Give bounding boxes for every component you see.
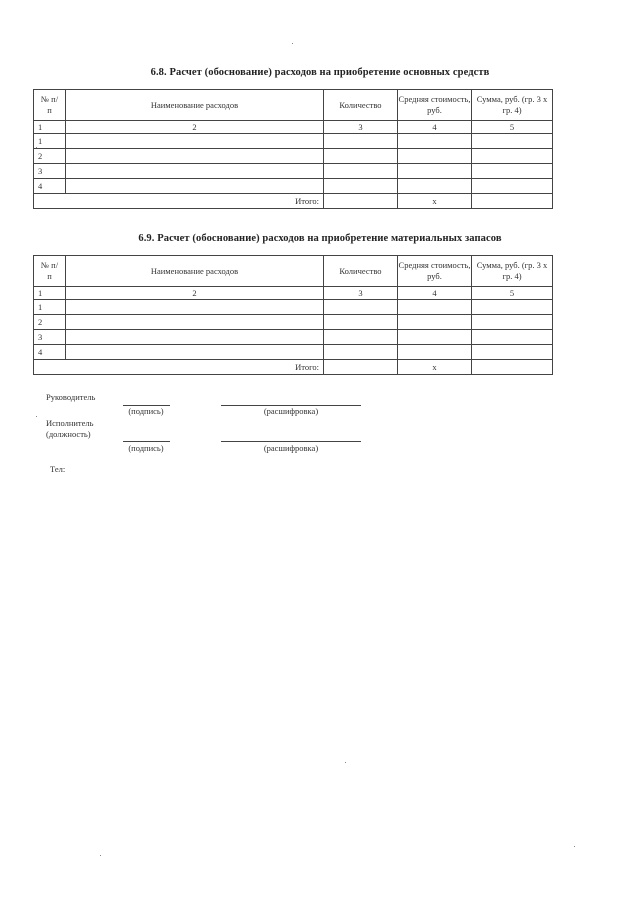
cell-quantity: [324, 164, 398, 179]
executor-signature-line: [123, 441, 170, 442]
cell-quantity: [324, 179, 398, 194]
section-68-title: 6.8. Расчет (обоснование) расходов на приобретение основных средств: [150, 67, 490, 78]
cell-name: [66, 149, 324, 164]
scan-speck: [574, 846, 575, 847]
table-row: [34, 164, 553, 179]
fixed-assets-table: [33, 89, 553, 209]
head-label: Руководитель: [46, 392, 96, 402]
cell-quantity: [324, 300, 398, 315]
cell-quantity: [324, 330, 398, 345]
column-number: 4: [398, 121, 472, 134]
column-number: 2: [66, 121, 324, 134]
cell-avg-cost: [398, 345, 472, 360]
total-label: Итого:: [34, 360, 324, 375]
total-sum: [472, 194, 553, 209]
cell-quantity: [324, 345, 398, 360]
row-number: 2: [34, 315, 66, 330]
col-header-name: Наименование расходов: [66, 256, 324, 287]
cell-name: [66, 315, 324, 330]
row-number: 3: [34, 164, 66, 179]
column-number: 3: [324, 287, 398, 300]
scan-speck: [36, 416, 37, 417]
total-mark: х: [398, 194, 472, 209]
total-label: Итого:: [34, 194, 324, 209]
executor-signature-caption: (подпись): [128, 443, 164, 453]
table-row: [34, 330, 553, 345]
column-number: 3: [324, 121, 398, 134]
column-number: 1: [34, 121, 66, 134]
phone-label: Тел:: [50, 464, 66, 474]
cell-avg-cost: [398, 134, 472, 149]
cell-sum: [472, 164, 553, 179]
cell-avg-cost: [398, 164, 472, 179]
column-numbers-row: [34, 287, 553, 300]
col-header-number: № п/п: [34, 90, 66, 121]
table-row: [34, 315, 553, 330]
cell-name: [66, 179, 324, 194]
cell-sum: [472, 315, 553, 330]
section-69-title: 6.9. Расчет (обоснование) расходов на приобретение материальных запасов: [138, 233, 502, 244]
head-signature-caption: (подпись): [128, 406, 164, 416]
total-row: [34, 360, 553, 375]
column-number: 5: [472, 121, 553, 134]
cell-name: [66, 330, 324, 345]
cell-avg-cost: [398, 179, 472, 194]
col-header-name: Наименование расходов: [66, 90, 324, 121]
cell-avg-cost: [398, 330, 472, 345]
column-number: 4: [398, 287, 472, 300]
cell-sum: [472, 134, 553, 149]
cell-name: [66, 164, 324, 179]
cell-sum: [472, 300, 553, 315]
col-header-quantity: Количество: [324, 256, 398, 287]
head-decoding-caption: (расшифровка): [263, 406, 319, 416]
cell-quantity: [324, 315, 398, 330]
table-row: [34, 149, 553, 164]
cell-name: [66, 300, 324, 315]
row-number: 4: [34, 345, 66, 360]
table-header-row: [34, 256, 553, 287]
table-header-row: [34, 90, 553, 121]
cell-avg-cost: [398, 149, 472, 164]
row-number: 1: [34, 134, 66, 149]
col-header-avg-cost: Средняя стоимость, руб.: [398, 256, 472, 287]
column-number: 5: [472, 287, 553, 300]
scan-speck: [292, 43, 293, 44]
col-header-avg-cost: Средняя стоимость, руб.: [398, 90, 472, 121]
scan-speck: [345, 762, 346, 763]
row-number: 4: [34, 179, 66, 194]
cell-quantity: [324, 149, 398, 164]
cell-name: [66, 345, 324, 360]
col-header-sum: Сумма, руб. (гр. 3 х гр. 4): [472, 256, 553, 287]
column-numbers-row: [34, 121, 553, 134]
executor-label: Исполнитель (должность): [46, 418, 94, 439]
table-row: [34, 179, 553, 194]
cell-avg-cost: [398, 315, 472, 330]
cell-quantity: [324, 134, 398, 149]
material-stocks-table: [33, 255, 553, 375]
table-row: [34, 300, 553, 315]
cell-sum: [472, 345, 553, 360]
column-number: 1: [34, 287, 66, 300]
row-number: 1: [34, 300, 66, 315]
scan-speck: [100, 855, 101, 856]
table-row: [34, 134, 553, 149]
column-number: 2: [66, 287, 324, 300]
row-number: 3: [34, 330, 66, 345]
row-number: 2: [34, 149, 66, 164]
cell-avg-cost: [398, 300, 472, 315]
total-sum: [472, 360, 553, 375]
scan-speck: [36, 147, 37, 148]
col-header-quantity: Количество: [324, 90, 398, 121]
total-mark: х: [398, 360, 472, 375]
table-row: [34, 345, 553, 360]
cell-sum: [472, 149, 553, 164]
executor-decoding-line: [221, 441, 361, 442]
col-header-sum: Сумма, руб. (гр. 3 х гр. 4): [472, 90, 553, 121]
executor-decoding-caption: (расшифровка): [263, 443, 319, 453]
cell-sum: [472, 330, 553, 345]
total-quantity: [324, 194, 398, 209]
cell-name: [66, 134, 324, 149]
total-quantity: [324, 360, 398, 375]
col-header-number: № п/п: [34, 256, 66, 287]
cell-sum: [472, 179, 553, 194]
total-row: [34, 194, 553, 209]
